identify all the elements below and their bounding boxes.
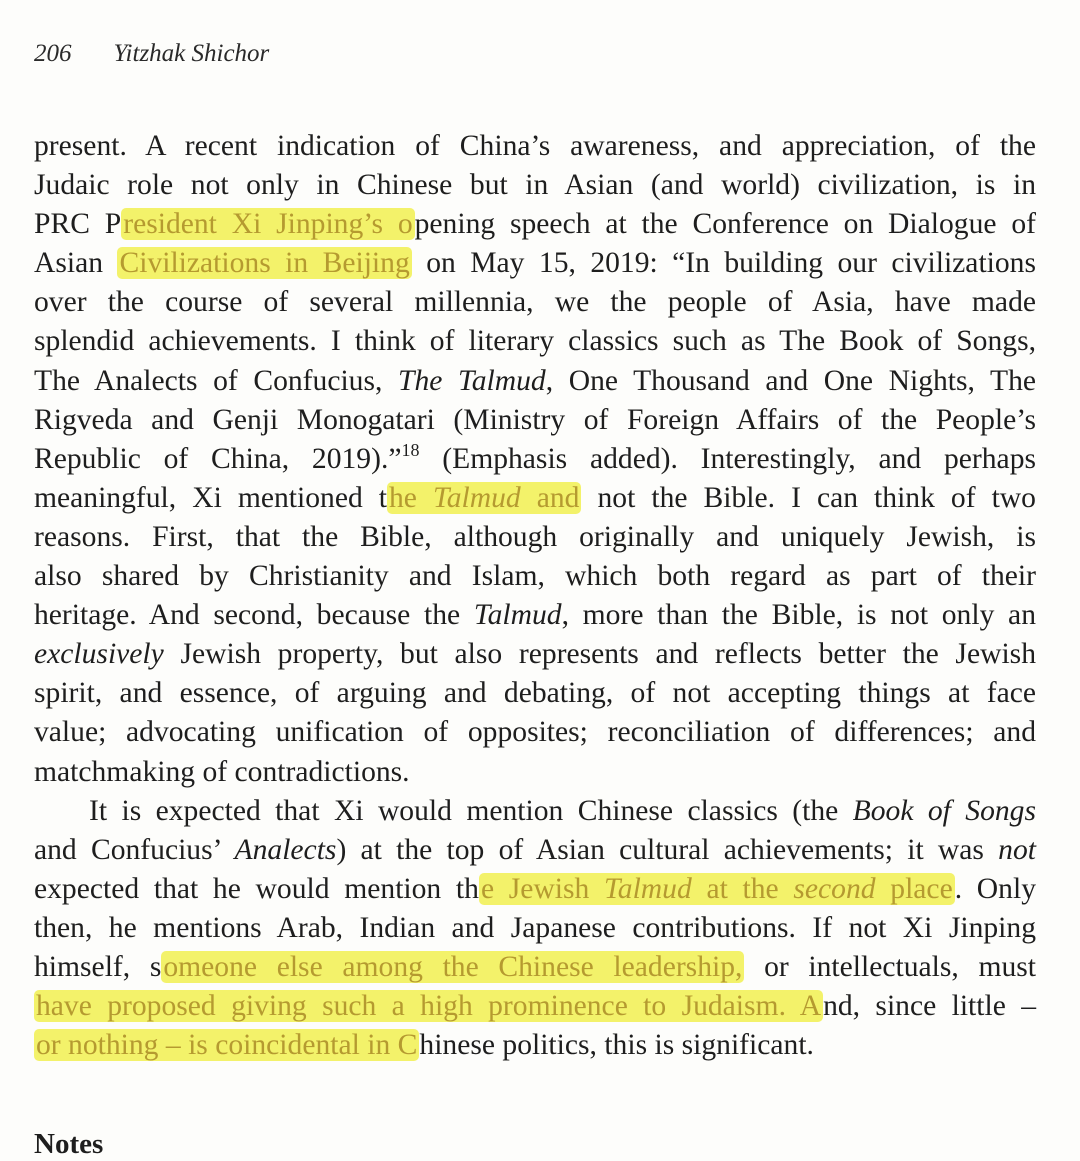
text-line: splendid achievements. I think of literary classics such as The Book of Songs, <box>34 325 1036 358</box>
text-line: value; advocating unification of opposites; reconciliation of differences; and <box>34 716 1036 749</box>
highlighted-text: he Talmud and <box>389 481 580 514</box>
text-line: present. A recent indication of China’s awareness, and appreciation, of the <box>34 130 1036 162</box>
running-head <box>34 40 269 68</box>
text-line: Republic of China, 2019).”$^{18}$ (Emphasis added). Interestingly, and perhaps <box>34 439 1037 475</box>
page-number: 206 <box>34 40 72 67</box>
text-line: expected that he would mention the Jewish Talmud at the second place. Only <box>34 872 1036 905</box>
text-line: It is expected that Xi would mention Chinese classics (the Book of Songs <box>89 794 1037 827</box>
text-line: exclusively Jewish property, but also represents and reflects better the Jewish <box>34 638 1036 671</box>
text-line: spirit, and essence, of arguing and debating, of not accepting things at face <box>34 677 1036 710</box>
text-line: himself, someone else among the Chinese leadership, or intellectuals, must <box>34 950 1036 983</box>
text-line: or nothing – is coincidental in Chinese politics, this is significant. <box>36 1029 814 1062</box>
footnote-ref: 18 <box>401 439 420 460</box>
text-line: meaningful, Xi mentioned the Talmud and not the Bible. I can think of two <box>34 481 1036 514</box>
text-line: Asian Civilizations in Beijing on May 15, 2019: “In building our civilizations <box>34 247 1036 280</box>
text-line: also shared by Christianity and Islam, which both regard as part of their <box>34 560 1036 593</box>
text-line: then, he mentions Arab, Indian and Japanese contributions. If not Xi Jinping <box>34 911 1036 944</box>
text-line: heritage. And second, because the Talmud, more than the Bible, is not only an <box>34 599 1036 632</box>
highlighted-text: omeone else among the Chinese leadership, <box>163 950 743 983</box>
text-line: Rigveda and Genji Monogatari (Ministry of Foreign Affairs of the People’s <box>34 403 1036 436</box>
text-line: Judaic role not only in Chinese but in Asian (and world) civilization, is in <box>34 169 1036 202</box>
body-text <box>34 127 1036 1065</box>
highlighted-text: resident Xi Jinping’s o <box>123 208 413 241</box>
text-line: have proposed giving such a high prominence to Judaism. And, since little – <box>36 990 1036 1023</box>
highlighted-text: or nothing – is coincidental in C <box>36 1029 418 1062</box>
text-line: and Confucius’ Analects) at the top of Asian cultural achievements; it was not <box>34 833 1036 866</box>
author-name: Yitzhak Shichor <box>113 40 270 67</box>
highlighted-text: Civilizations in Beijing <box>119 247 410 280</box>
text-line: over the course of several millennia, we the people of Asia, have made <box>34 286 1036 319</box>
highlighted-text: e Jewish Talmud at the second place <box>480 872 953 905</box>
text-line: The Analects of Confucius, The Talmud, One Thousand and One Nights, The <box>34 364 1036 397</box>
text-line: reasons. First, that the Bible, although originally and uniquely Jewish, is <box>34 520 1036 553</box>
notes-heading: Notes <box>34 1128 104 1160</box>
text-line: PRC President Xi Jinping’s opening speech at the Conference on Dialogue of <box>34 208 1037 241</box>
highlighted-text: have proposed giving such a high prominence to Judaism. A <box>36 990 822 1023</box>
text-line: matchmaking of contradictions. <box>34 755 410 788</box>
